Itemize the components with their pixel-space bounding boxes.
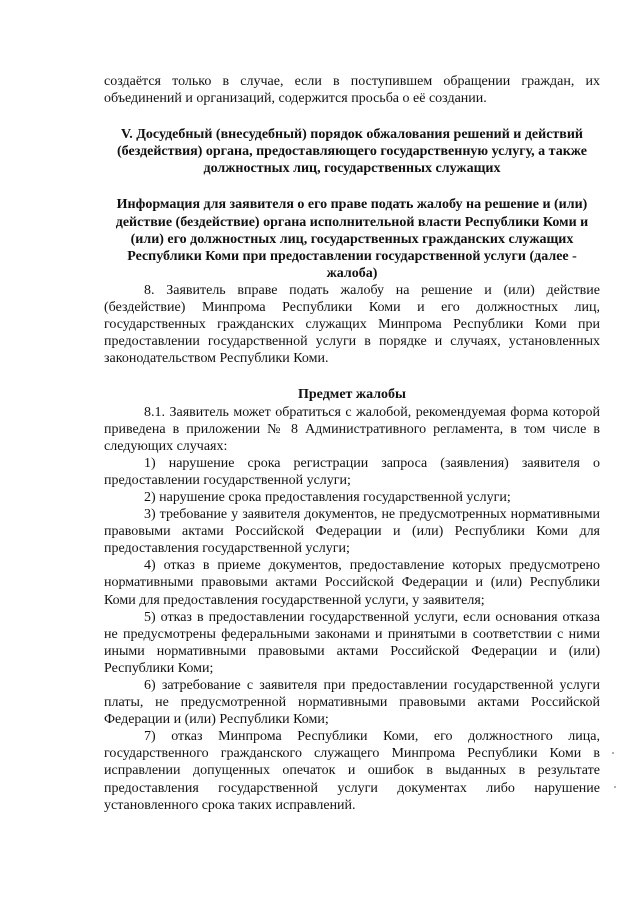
list-item: 6) затребование с заявителя при предоставлении государственной услуги платы, не предусмотренной нормативными правовыми актами Российской Федерации и (или) Республики Коми; xyxy=(104,678,600,728)
list-item: 2) нарушение срока предоставления государственной услуги; xyxy=(144,489,511,505)
scan-speck xyxy=(614,786,616,788)
subject-title: Предмет жалобы xyxy=(298,387,406,403)
document-body xyxy=(104,73,600,814)
list-item: 5) отказ в предоставлении государственной услуги, если основания отказа не предусмотрены федеральными законами и принятыми в соответствии с ними иными нормативными правовыми актами Российской Федерации и (или) Республики Коми; xyxy=(104,609,600,676)
paragraph-8: 8. Заявитель вправе подать жалобу на решение и (или) действие (бездействие) Минпрома Республики Коми и его должностных лиц, государственных гражданских служащих Минпрома Республики Коми при предоставлении государственной услуги в порядке и случаях, установленных законодательством Республики Коми. xyxy=(104,282,600,367)
list-item: 7) отказ Минпрома Республики Коми, его должностного лица, государственного гражданского служащего Минпрома Республики Коми в исправлении допущенных опечаток и ошибок в выданных в результате предоставления государственной услуги документах либо нарушение установленного срока таких исправлений. xyxy=(104,729,600,813)
intro-paragraph: создаётся только в случае, если в поступившем обращении граждан, их объединений и организаций, содержится просьба о её создании. xyxy=(104,74,600,107)
list-item: 4) отказ в приеме документов, предоставление которых предусмотрено нормативными правовыми актами Российской Федерации и (или) Республики Коми для предоставления государственной услуги, у заявителя; xyxy=(104,558,600,608)
info-title: Информация для заявителя о его праве подать жалобу на решение и (или) действие (бездействие) органа исполнительной власти Республики Коми и (или) его должностных лиц, государственных гражданских служащих Республики Коми при предоставлении государственной услуги (далее - жалоба) xyxy=(115,197,589,281)
section-title: V. Досудебный (внесудебный) порядок обжалования решений и действий (бездействия) органа, предоставляющего государственную услугу, а также должностных лиц, государственных служащих xyxy=(117,127,587,177)
paragraph-8-1: 8.1. Заявитель может обратиться с жалобой, рекомендуемая форма которой приведена в приложении № 8 Административного регламента, в том числе в следующих случаях: xyxy=(104,404,600,454)
scan-speck xyxy=(612,752,614,754)
list-item: 1) нарушение срока регистрации запроса (заявления) заявителя о предоставлении государственной услуги; xyxy=(104,455,600,488)
list-item: 3) требование у заявителя документов, не предусмотренных нормативными правовыми актами Российской Федерации и (или) Республики Коми для предоставления государственной услуги; xyxy=(104,507,600,557)
